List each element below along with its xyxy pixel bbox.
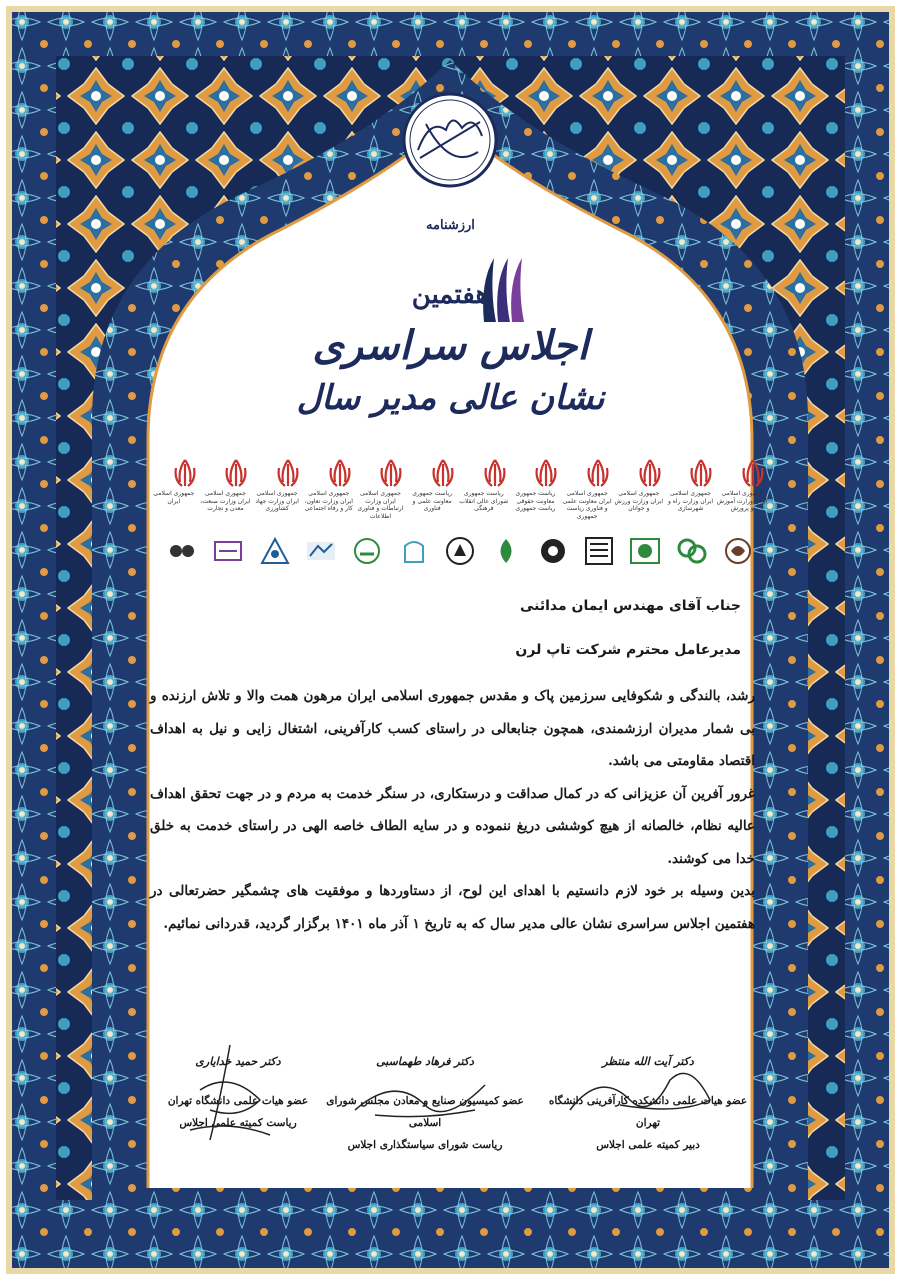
signer-name: دکتر حمید خدایاری bbox=[195, 1055, 281, 1068]
ministry-emblem bbox=[561, 458, 613, 520]
signer-title: عضو هیات علمی دانشکده کارآفرینی دانشگاه تهران bbox=[548, 1095, 748, 1129]
handwritten-signature bbox=[560, 1060, 730, 1130]
recipient-role: مدیرعامل محترم شرکت تاپ لرن bbox=[515, 642, 741, 658]
ministry-emblem bbox=[458, 458, 510, 520]
recipient-name: جناب آقای مهندس ایمان مدائنی bbox=[519, 598, 741, 614]
certificate-label: ارزشنامه bbox=[426, 218, 475, 233]
emblem-label: جمهوری اسلامی ایران وزارت جهاد کشاورزی bbox=[255, 490, 299, 512]
ministry-emblem bbox=[200, 458, 252, 520]
signer-position: ریاست شورای سیاستگذاری اجلاس bbox=[347, 1139, 503, 1151]
emblem-label: جمهوری اسلامی ایران وزارت تعاون، کار و رفاه اجتماعی bbox=[304, 490, 353, 512]
emblem-label: جمهوری اسلامی ایران وزارت ارتباطات و فناوری اطلاعات bbox=[357, 490, 404, 520]
emblem-label: جمهوری اسلامی ایران وزارت آموزش و پرورش bbox=[716, 490, 768, 512]
organization-logo bbox=[206, 526, 250, 566]
event-ordinal: هفتمین bbox=[411, 280, 490, 310]
ministry-emblem-row bbox=[148, 458, 768, 520]
organization-logo bbox=[670, 526, 714, 566]
organization-logo bbox=[716, 526, 760, 566]
organization-logo bbox=[299, 526, 343, 566]
ministry-emblem bbox=[355, 458, 407, 520]
organization-logo bbox=[531, 526, 575, 566]
organization-logo bbox=[438, 526, 482, 566]
certificate-body bbox=[150, 680, 755, 940]
organization-logo bbox=[345, 526, 389, 566]
organization-logo bbox=[392, 526, 436, 566]
signer-name: دکتر فرهاد طهماسبی bbox=[376, 1055, 474, 1068]
organization-logo bbox=[484, 526, 528, 566]
organization-logo bbox=[577, 526, 621, 566]
ministry-emblem bbox=[665, 458, 717, 520]
handwritten-signature bbox=[170, 1040, 290, 1150]
organization-logo bbox=[160, 526, 204, 566]
signer-name: دکتر آیت الله منتظر bbox=[602, 1055, 694, 1068]
emblem-label: جمهوری اسلامی ایران وزارت صنعت، معدن و تجارت bbox=[200, 490, 251, 512]
emblem-label: ریاست جمهوری معاونت علمی و فناوری bbox=[412, 490, 453, 512]
signer-title: عضو هیات علمی دانشگاه تهران bbox=[167, 1095, 309, 1107]
emblem-label: ریاست جمهوری معاونت حقوقی ریاست جمهوری bbox=[515, 490, 556, 512]
signer-position: ریاست کمیته علمی اجلاس bbox=[179, 1117, 297, 1129]
organization-logo bbox=[253, 526, 297, 566]
event-title: اجلاس سراسری bbox=[312, 322, 589, 369]
body-paragraph: غرور آفرین آن عزیزانی که در کمال صداقت و درستکاری، در سنگر خدمت به مردم و در جهت تحقق اهداف عالیه نظام، خالصانه از هیچ کوششی دریغ ننموده و در سایه الطاف خاصه الهی در راستای خدمت به خلق خدا می کوشند. bbox=[150, 785, 755, 867]
signer-position: دبیر کمیته علمی اجلاس bbox=[596, 1139, 700, 1151]
ministry-emblem bbox=[303, 458, 355, 520]
body-paragraph: بدین وسیله بر خود لازم دانستیم با اهدای این لوح، از دستاوردها و موفقیت های چشمگیر حضرتعالی در هفتمین اجلاس سراسری نشان عالی مدیر سال که به تاریخ ۱ آذر ماه ۱۴۰۱ برگزار گردید، قدردانی نمائیم. bbox=[150, 883, 755, 932]
emblem-label: ریاست جمهوری شورای عالی انقلاب فرهنگی bbox=[459, 490, 509, 512]
emblem-label: جمهوری اسلامی ایران وزارت ورزش و جوانان bbox=[614, 490, 664, 512]
event-title-2: نشان عالی مدیر سال bbox=[296, 378, 605, 418]
emblem-label: جمهوری اسلامی ایران bbox=[153, 490, 195, 505]
emblem-label: جمهوری اسلامی ایران معاونت علمی و فناوری ریاست جمهوری bbox=[562, 490, 612, 520]
ministry-emblem bbox=[406, 458, 458, 520]
organization-logo bbox=[623, 526, 667, 566]
signer-title: عضو کمیسیون صنایع و معادن مجلس شورای اسلامی bbox=[326, 1095, 524, 1129]
ministry-emblem bbox=[510, 458, 562, 520]
body-paragraph: رشد، بالندگی و شکوفایی سرزمین پاک و مقدس جمهوری اسلامی ایران مرهون همت والا و تلاش ارزنده و بی شمار مدیران ارزشمندی، همچون جنابعالی در راستای کسب کارآفرینی، اشتغال زایی و نیل به اهداف اقتصاد مقاومتی می باشد. bbox=[150, 688, 755, 769]
ministry-emblem bbox=[148, 458, 200, 520]
handwritten-signature bbox=[345, 1070, 505, 1130]
ministry-emblem bbox=[716, 458, 768, 520]
emblem-label: جمهوری اسلامی ایران وزارت راه و شهرسازی bbox=[667, 490, 714, 512]
ministry-emblem bbox=[251, 458, 303, 520]
organization-logo-row bbox=[160, 526, 760, 566]
ministry-emblem bbox=[613, 458, 665, 520]
